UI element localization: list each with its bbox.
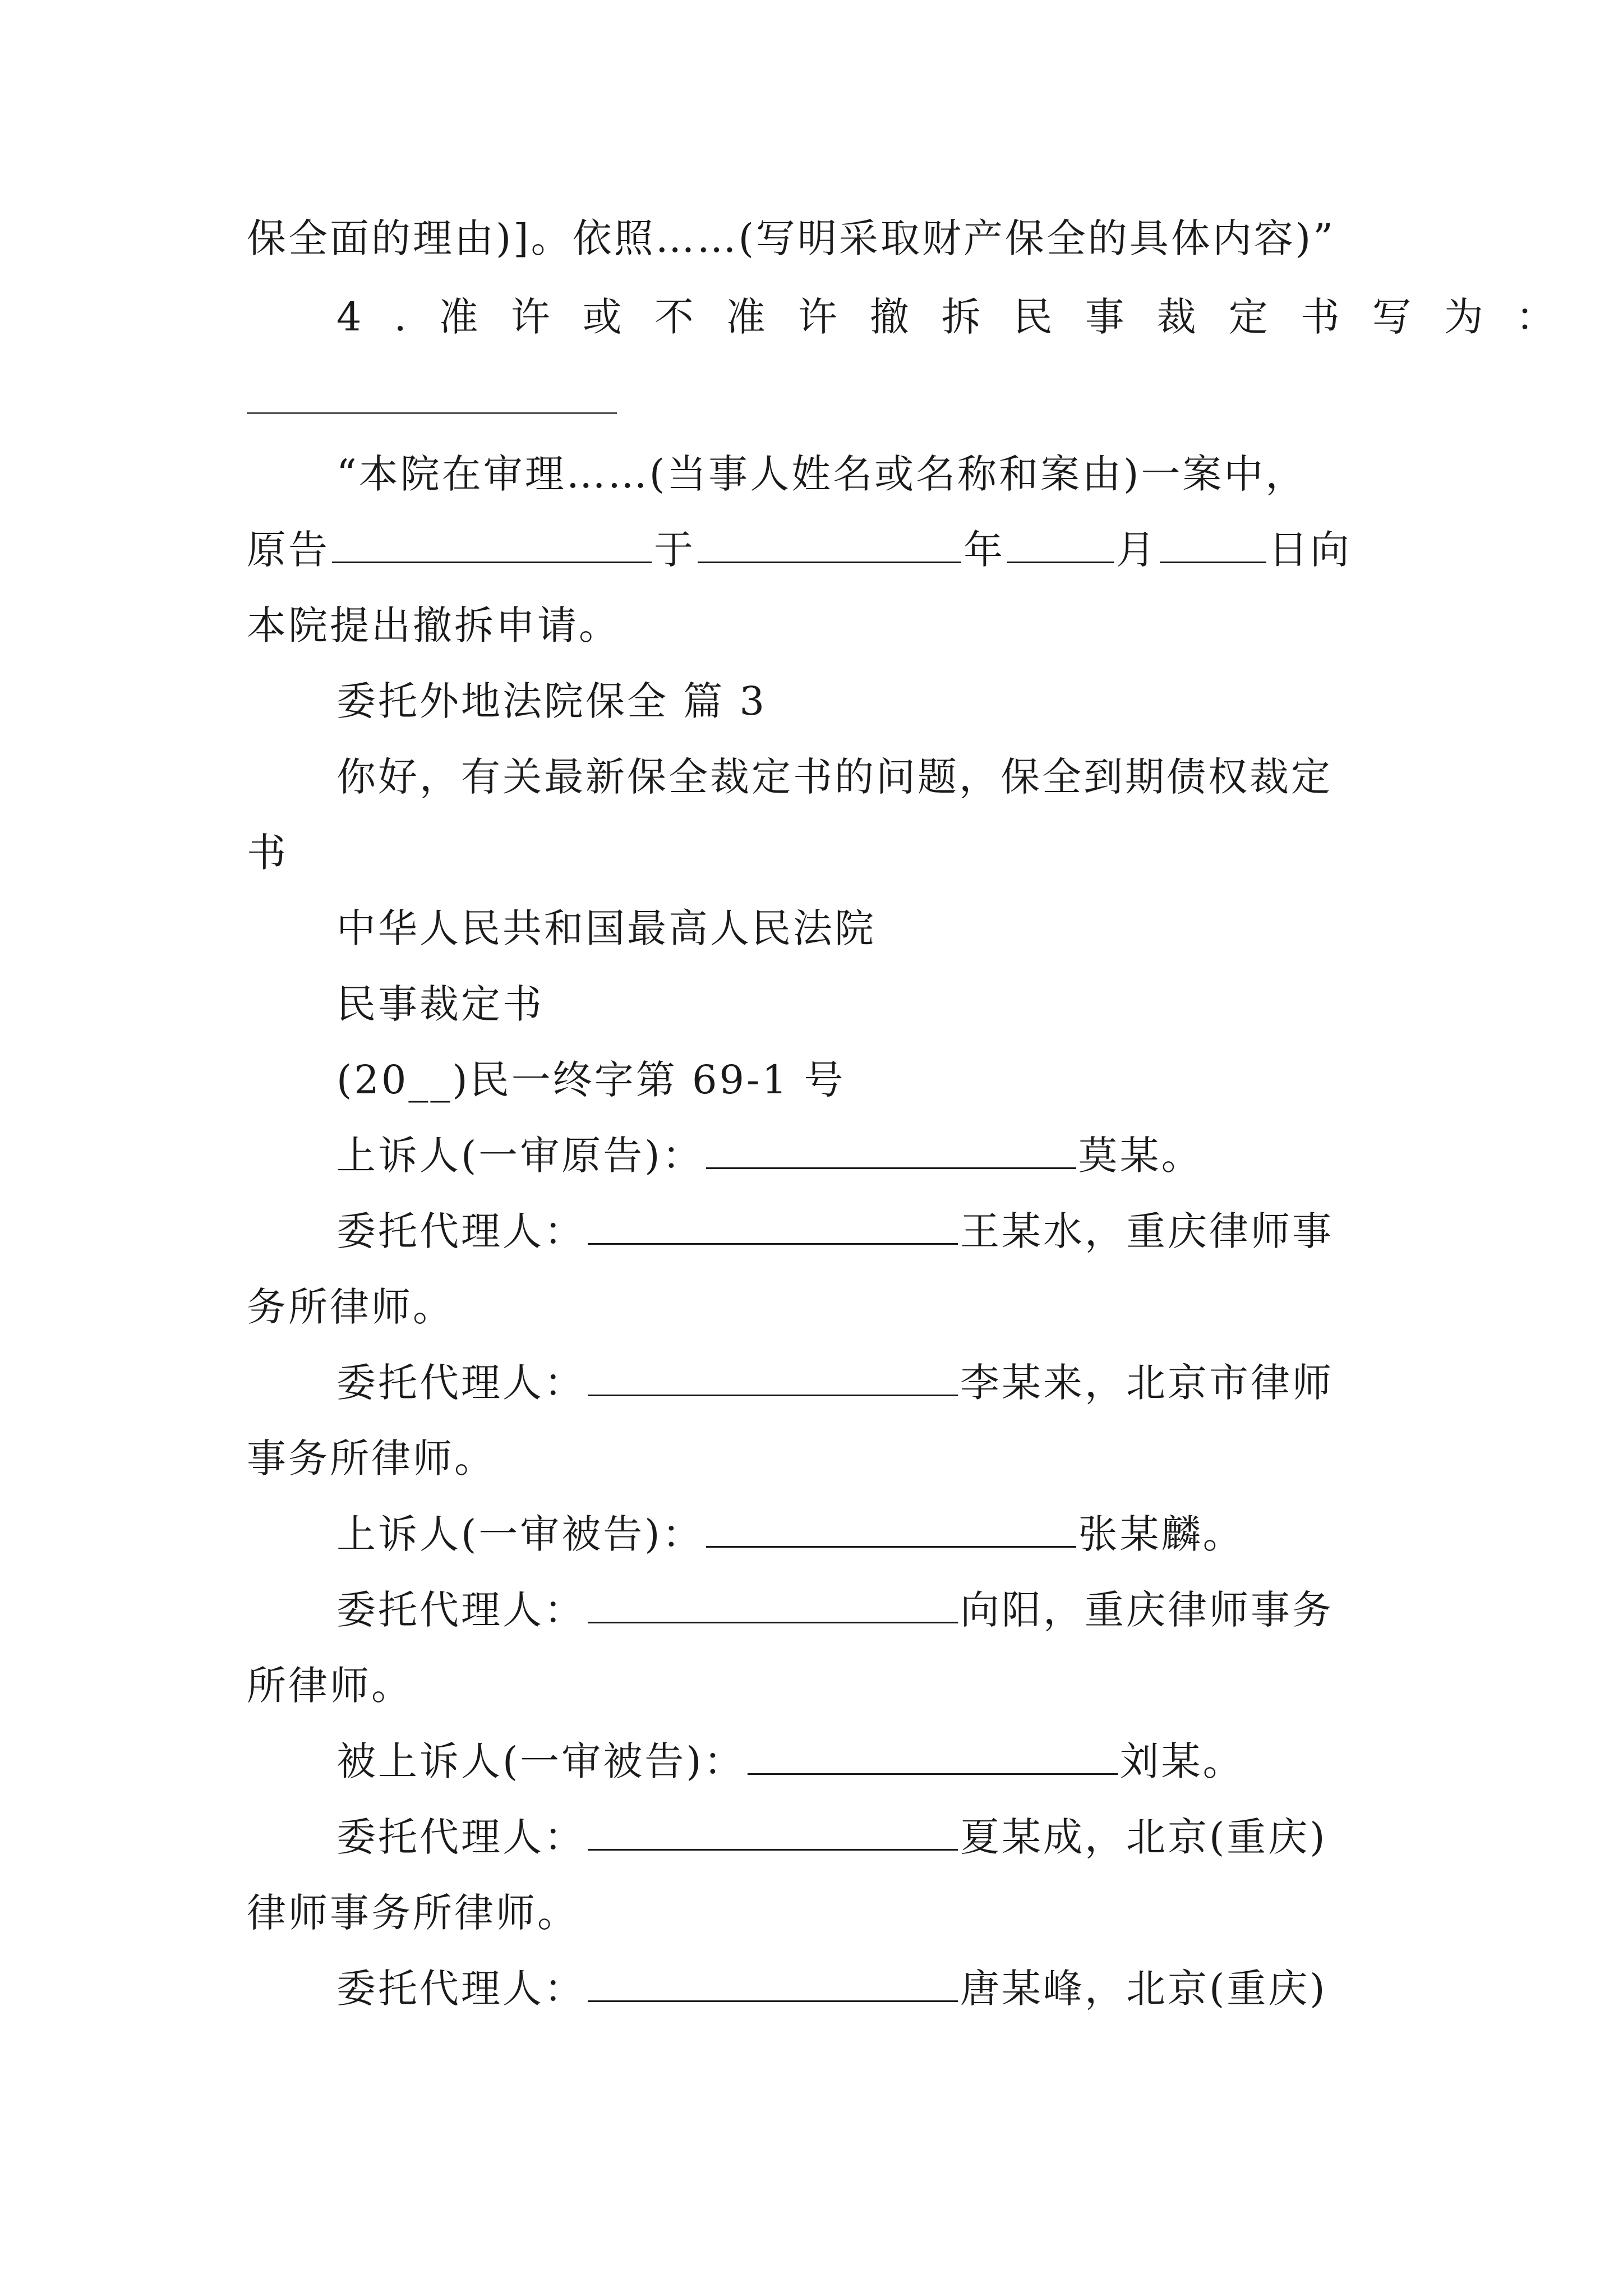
text-line: 律师事务所律师。 bbox=[247, 1890, 579, 1936]
agent-line bbox=[336, 1809, 1380, 1865]
section-title: 委托外地法院保全 篇 3 bbox=[336, 678, 767, 724]
party-name: 刘某。 bbox=[1119, 1738, 1244, 1784]
blank-field bbox=[588, 1204, 958, 1245]
blank-field bbox=[706, 1128, 1076, 1169]
text-line: 书 bbox=[247, 830, 288, 876]
fill-in-rule bbox=[247, 412, 617, 414]
agent-name: 唐某峰，北京(重庆) bbox=[960, 1966, 1327, 2012]
agent-line bbox=[336, 1355, 1380, 1411]
agent-name: 李某来，北京市律师 bbox=[960, 1360, 1334, 1406]
court-name: 中华人民共和国最高人民法院 bbox=[336, 905, 876, 951]
document-type: 民事裁定书 bbox=[336, 981, 544, 1027]
party-label: 上诉人(一审原告)： bbox=[336, 1133, 704, 1179]
case-number: (20__)民一终字第 69-1 号 bbox=[336, 1057, 846, 1103]
blank-field bbox=[748, 1734, 1118, 1775]
blank-field bbox=[698, 522, 961, 563]
text-line: 本院提出撤拆申请。 bbox=[247, 602, 620, 648]
party-label: 上诉人(一审被告)： bbox=[336, 1511, 704, 1557]
blank-field bbox=[706, 1507, 1076, 1548]
label-plaintiff: 原告 bbox=[247, 527, 330, 573]
agent-label: 委托代理人： bbox=[336, 1814, 585, 1860]
party-line bbox=[336, 1506, 1380, 1562]
party-line bbox=[336, 1128, 1380, 1184]
party-name: 莫某。 bbox=[1078, 1133, 1203, 1179]
party-line bbox=[336, 1733, 1380, 1789]
agent-name: 王某水，重庆律师事 bbox=[960, 1208, 1334, 1254]
text-line: 所律师。 bbox=[247, 1663, 413, 1709]
section-heading: 4.准许或不准许撤拆民事裁定书写为： bbox=[336, 294, 1588, 340]
blank-field bbox=[588, 1582, 958, 1623]
agent-line bbox=[336, 1582, 1380, 1638]
text-line-with-blanks bbox=[247, 522, 1380, 578]
blank-field bbox=[588, 1355, 958, 1396]
blank-field bbox=[1007, 522, 1114, 563]
agent-label: 委托代理人： bbox=[336, 1587, 585, 1633]
agent-line bbox=[336, 1961, 1380, 2017]
blank-field bbox=[588, 1961, 958, 2002]
agent-name: 向阳，重庆律师事务 bbox=[960, 1587, 1334, 1633]
agent-label: 委托代理人： bbox=[336, 1966, 585, 2012]
text-line: “本院在审理……(当事人姓名或名称和案由)一案中， bbox=[336, 451, 1307, 497]
label-day: 日向 bbox=[1269, 527, 1352, 573]
blank-field bbox=[588, 1810, 958, 1851]
label-month: 月 bbox=[1116, 527, 1158, 573]
text-line: 务所律师。 bbox=[247, 1284, 454, 1330]
agent-label: 委托代理人： bbox=[336, 1360, 585, 1406]
blank-field bbox=[1160, 522, 1266, 563]
agent-line bbox=[336, 1203, 1380, 1259]
agent-name: 夏某成，北京(重庆) bbox=[960, 1814, 1327, 1860]
blank-field bbox=[332, 522, 652, 563]
party-name: 张某麟。 bbox=[1078, 1511, 1244, 1557]
text-line: 保全面的理由)]。依照……(写明采取财产保全的具体内容)” bbox=[247, 215, 1336, 261]
text-line: 事务所律师。 bbox=[247, 1435, 496, 1481]
party-label: 被上诉人(一审被告)： bbox=[336, 1738, 745, 1784]
label-year: 年 bbox=[963, 527, 1005, 573]
label-on: 于 bbox=[654, 527, 695, 573]
text-line: 你好，有关最新保全裁定书的问题，保全到期债权裁定 bbox=[336, 754, 1332, 800]
agent-label: 委托代理人： bbox=[336, 1208, 585, 1254]
